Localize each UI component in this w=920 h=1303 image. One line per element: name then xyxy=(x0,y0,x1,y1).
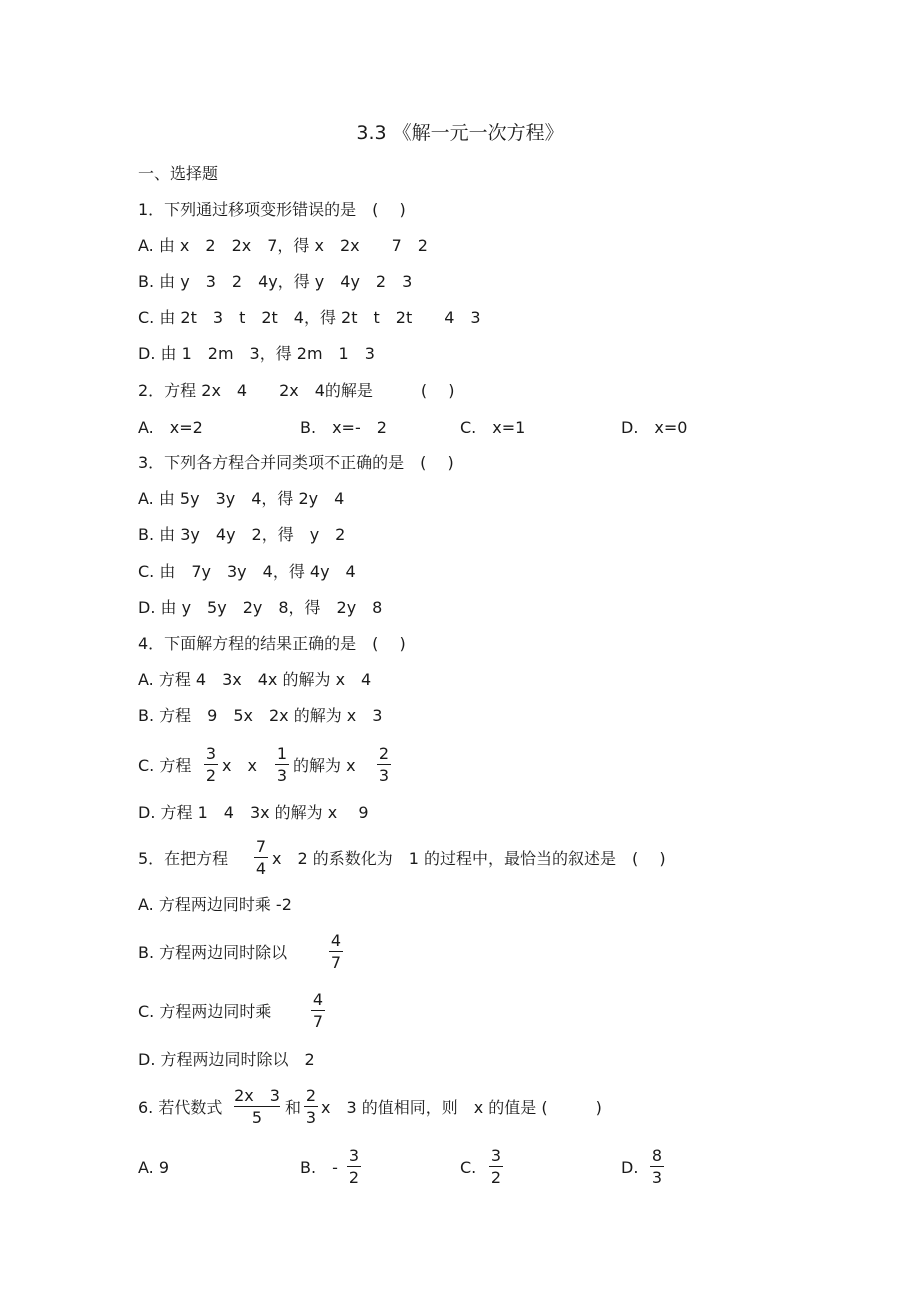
document-title: 3.3 《解一元一次方程》 xyxy=(356,122,564,144)
question-2-option-a: A. x=2 xyxy=(138,418,203,437)
question-1-stem: 1．下列通过移项变形错误的是 ( ) xyxy=(138,200,406,219)
question-4-option-d: D. 方程 1 4 3x 的解为 x 9 xyxy=(138,803,369,822)
fraction-bar xyxy=(329,951,343,952)
question-5-stem-rest: x 2 的系数化为 1 的过程中，最恰当的叙述是 ( ) xyxy=(272,849,666,868)
question-1-option-b: B. 由 y 3 2 4y，得 y 4y 2 3 xyxy=(138,272,413,291)
fraction-bar xyxy=(489,1166,503,1167)
fraction-bar xyxy=(377,764,391,765)
fraction-bar xyxy=(311,1010,325,1011)
fraction-denominator: 5 xyxy=(251,1108,263,1127)
fraction-denominator: 4 xyxy=(255,859,267,878)
question-3-option-c: C. 由 7y 3y 4，得 4y 4 xyxy=(138,562,356,581)
question-4-option-b: B. 方程 9 5x 2x 的解为 x 3 xyxy=(138,706,383,725)
question-4-option-c-expr: x x xyxy=(222,756,257,775)
fraction-numerator: 3 xyxy=(490,1146,502,1165)
fraction-numerator: 4 xyxy=(312,990,324,1009)
question-6-conjunction: 和 xyxy=(285,1098,302,1117)
fraction-denominator: 7 xyxy=(312,1012,324,1031)
question-5-stem: 5．在把方程 xyxy=(138,849,229,868)
question-1-option-a: A. 由 x 2 2x 7，得 x 2x 7 2 xyxy=(138,236,428,255)
fraction-numerator: 1 xyxy=(276,744,288,763)
fraction-denominator: 7 xyxy=(330,953,342,972)
question-3-option-b: B. 由 3y 4y 2，得 y 2 xyxy=(138,525,346,544)
fraction-numerator: 7 xyxy=(255,837,267,856)
fraction-bar xyxy=(650,1166,664,1167)
fraction-bar xyxy=(275,764,289,765)
question-4-stem: 4．下面解方程的结果正确的是 ( ) xyxy=(138,634,406,653)
fraction-numerator: 3 xyxy=(205,744,217,763)
question-6-option-a: A. 9 xyxy=(138,1158,170,1177)
fraction-numerator: 2 xyxy=(378,744,390,763)
fraction-numerator: 2 xyxy=(305,1086,317,1105)
fraction-denominator: 3 xyxy=(651,1168,663,1187)
fraction-bar xyxy=(204,764,218,765)
question-3-option-d: D. 由 y 5y 2y 8，得 2y 8 xyxy=(138,598,383,617)
fraction-numerator: 2x 3 xyxy=(234,1086,280,1105)
fraction-numerator: 3 xyxy=(348,1146,360,1165)
question-6-stem-rest: x 3 的值相同，则 x 的值是 ( ) xyxy=(321,1098,602,1117)
question-6-option-b-label: B. - xyxy=(300,1158,338,1177)
fraction-denominator: 2 xyxy=(205,766,217,785)
question-4-option-a: A. 方程 4 3x 4x 的解为 x 4 xyxy=(138,670,372,689)
question-1-option-d: D. 由 1 2m 3，得 2m 1 3 xyxy=(138,344,375,363)
fraction-denominator: 2 xyxy=(490,1168,502,1187)
section-heading: 一、选择题 xyxy=(138,164,219,183)
question-6-option-d-label: D. xyxy=(621,1158,639,1177)
question-3-option-a: A. 由 5y 3y 4，得 2y 4 xyxy=(138,489,345,508)
fraction-denominator: 2 xyxy=(348,1168,360,1187)
fraction-numerator: 4 xyxy=(330,931,342,950)
fraction-denominator: 3 xyxy=(305,1108,317,1127)
question-5-option-a: A. 方程两边同时乘 -2 xyxy=(138,895,292,914)
question-5-option-b: B. 方程两边同时除以 xyxy=(138,943,288,962)
fraction-bar xyxy=(254,857,268,858)
question-2-option-b: B. x=- 2 xyxy=(300,418,387,437)
question-5-option-c: C. 方程两边同时乘 xyxy=(138,1002,272,1021)
fraction-bar xyxy=(347,1166,361,1167)
fraction-bar xyxy=(304,1106,318,1107)
fraction-numerator: 8 xyxy=(651,1146,663,1165)
question-6-option-c-label: C. xyxy=(460,1158,477,1177)
question-2-option-c: C. x=1 xyxy=(460,418,526,437)
question-4-option-c-solution: 的解为 x xyxy=(293,756,356,775)
question-3-stem: 3．下列各方程合并同类项不正确的是 ( ) xyxy=(138,453,454,472)
question-2-option-d: D. x=0 xyxy=(621,418,688,437)
question-2-stem: 2．方程 2x 4 2x 4的解是 ( ) xyxy=(138,381,455,400)
fraction-denominator: 3 xyxy=(378,766,390,785)
fraction-bar xyxy=(234,1106,280,1107)
question-4-option-c-label: C. 方程 xyxy=(138,756,192,775)
question-5-option-d: D. 方程两边同时除以 2 xyxy=(138,1050,315,1069)
question-6-stem: 6. 若代数式 xyxy=(138,1098,223,1117)
fraction-denominator: 3 xyxy=(276,766,288,785)
question-1-option-c: C. 由 2t 3 t 2t 4，得 2t t 2t 4 3 xyxy=(138,308,481,327)
